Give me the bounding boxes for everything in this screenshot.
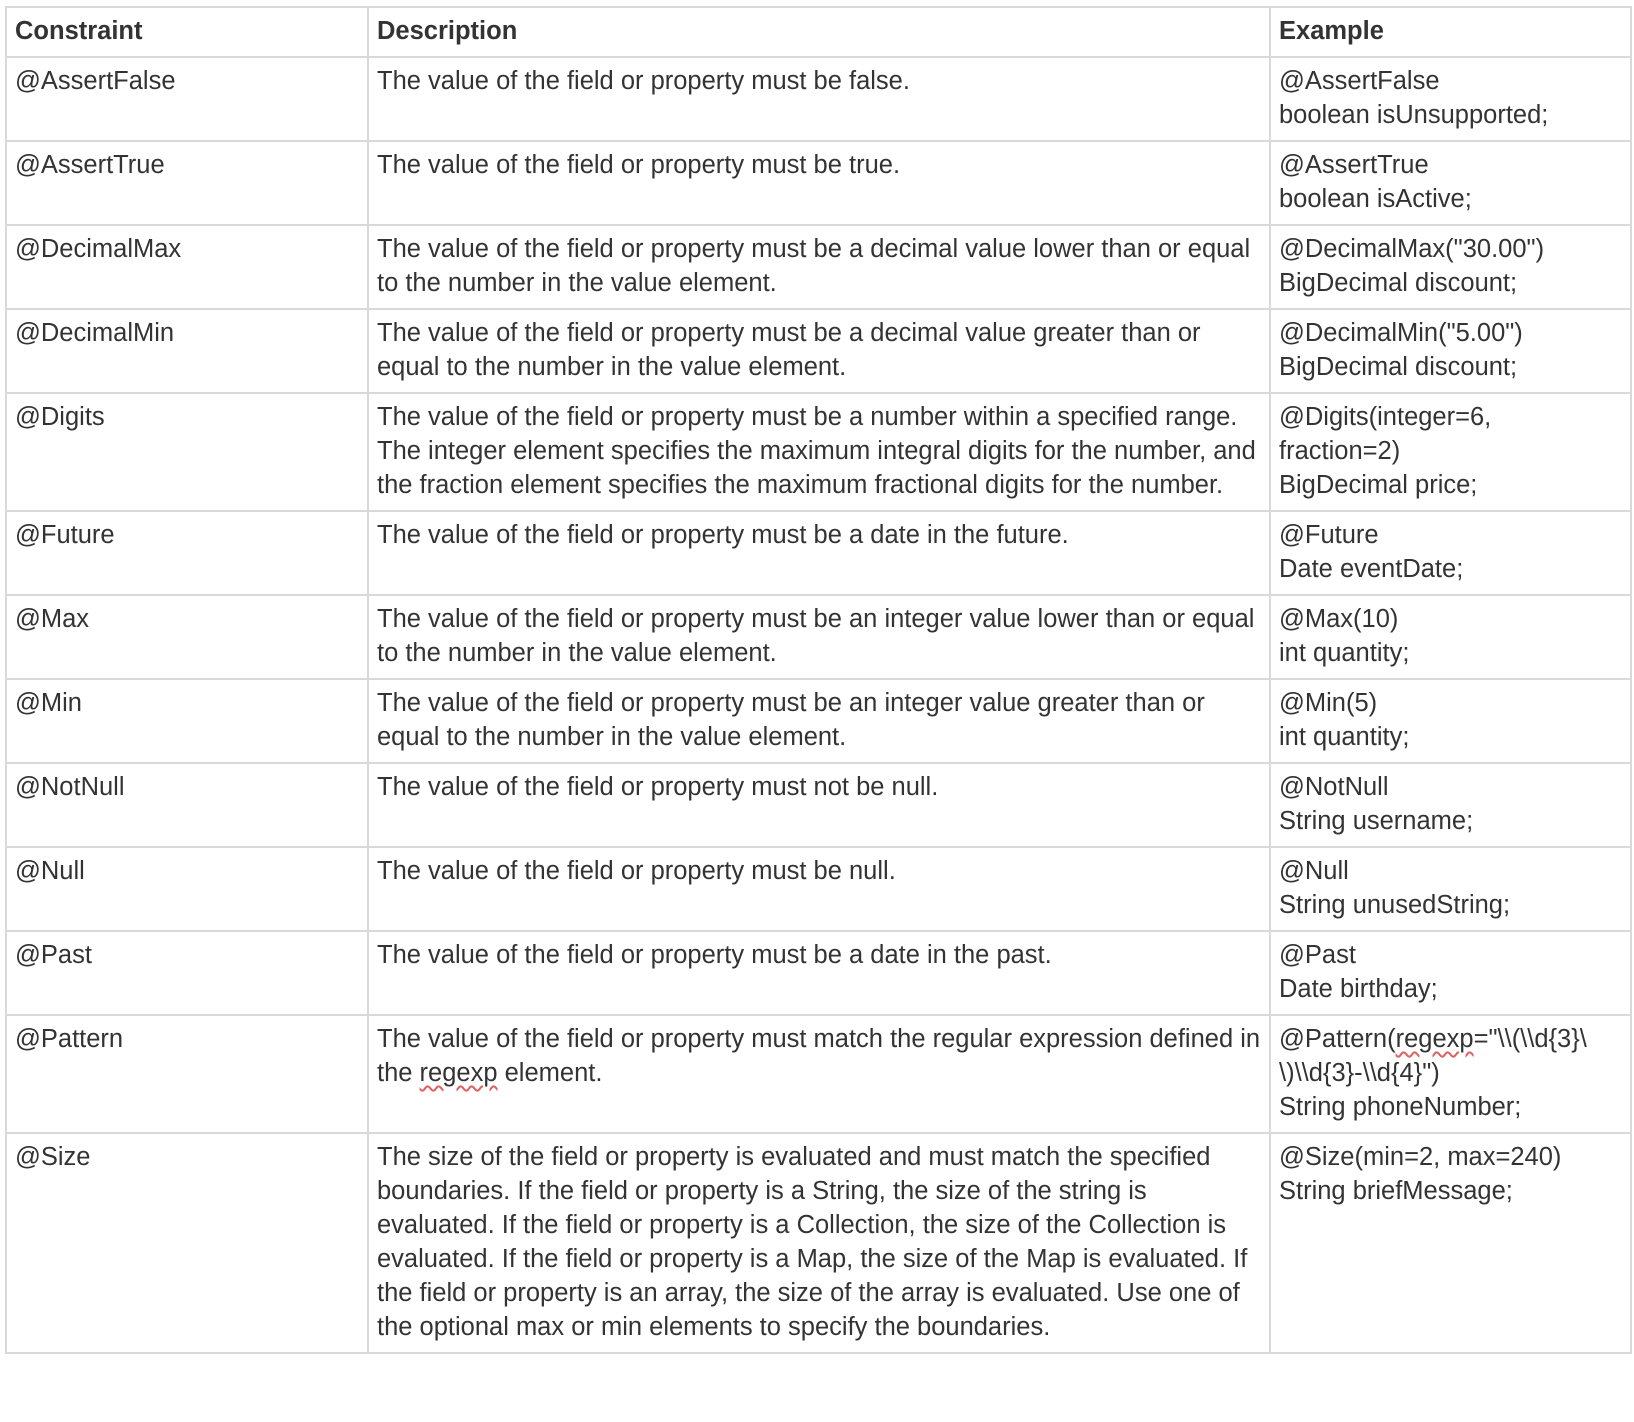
- example-line: fraction=2): [1279, 437, 1401, 465]
- description-cell: The value of the field or property must be true.: [368, 141, 1270, 225]
- example-line: String unusedString;: [1279, 891, 1511, 919]
- constraint-cell: @Null: [6, 847, 368, 931]
- example-cell: [1270, 931, 1631, 1015]
- table-row: [6, 57, 1631, 141]
- table-header-row: [6, 7, 1631, 57]
- constraint-cell: @NotNull: [6, 763, 368, 847]
- example-line: @NotNull: [1279, 773, 1389, 801]
- example-text: @Pattern(: [1279, 1025, 1396, 1053]
- constraint-cell: @AssertFalse: [6, 57, 368, 141]
- example-cell: [1270, 511, 1631, 595]
- table-row: [6, 309, 1631, 393]
- description-cell: The value of the field or property must be an integer value lower than or equal to the number in the value element.: [368, 595, 1270, 679]
- column-header-example: Example: [1270, 7, 1631, 57]
- table-row: [6, 1015, 1631, 1133]
- constraint-cell: @Digits: [6, 393, 368, 511]
- description-cell: The value of the field or property must not be null.: [368, 763, 1270, 847]
- constraint-cell: @Past: [6, 931, 368, 1015]
- example-line: @Past: [1279, 941, 1356, 969]
- table-row: [6, 1133, 1631, 1353]
- constraint-cell: @Future: [6, 511, 368, 595]
- constraint-cell: @Min: [6, 679, 368, 763]
- example-line: @Future: [1279, 521, 1379, 549]
- example-line: @Size(min=2, max=240): [1279, 1143, 1562, 1171]
- description-cell: [368, 1015, 1270, 1133]
- example-cell: [1270, 595, 1631, 679]
- description-cell: The value of the field or property must be a date in the past.: [368, 931, 1270, 1015]
- description-cell: The value of the field or property must be a date in the future.: [368, 511, 1270, 595]
- table-row: [6, 393, 1631, 511]
- example-cell: [1270, 763, 1631, 847]
- example-line: Date eventDate;: [1279, 555, 1464, 583]
- column-header-description: Description: [368, 7, 1270, 57]
- table-row: [6, 511, 1631, 595]
- example-line: @Null: [1279, 857, 1349, 885]
- constraint-cell: @Pattern: [6, 1015, 368, 1133]
- example-line: boolean isUnsupported;: [1279, 101, 1549, 129]
- description-cell: The size of the field or property is evaluated and must match the specified boundaries. If the field or property is a String, the size of the string is evaluated. If the field or property is a Collection, the size of the Collection is evaluated. If the field or property is a Map, the size of the Map is evaluated. If the field or property is an array, the size of the array is evaluated. Use one of the optional max or min elements to specify the boundaries.: [368, 1133, 1270, 1353]
- example-cell: [1270, 225, 1631, 309]
- example-line: int quantity;: [1279, 639, 1410, 667]
- description-cell: The value of the field or property must be false.: [368, 57, 1270, 141]
- spellcheck-flagged-word: regexp: [419, 1059, 498, 1087]
- example-line: @Max(10): [1279, 605, 1399, 633]
- example-line: String username;: [1279, 807, 1474, 835]
- example-cell: [1270, 679, 1631, 763]
- example-cell: [1270, 57, 1631, 141]
- table-row: [6, 847, 1631, 931]
- description-text: element.: [497, 1059, 603, 1087]
- constraint-cell: @Max: [6, 595, 368, 679]
- example-cell: [1270, 1015, 1631, 1133]
- example-cell: [1270, 309, 1631, 393]
- description-cell: The value of the field or property must be a number within a specified range. The integer element specifies the maximum integral digits for the number, and the fraction element specifies the maximum fractional digits for the number.: [368, 393, 1270, 511]
- example-line: int quantity;: [1279, 723, 1410, 751]
- example-cell: [1270, 393, 1631, 511]
- spellcheck-flagged-word: regexp: [1395, 1025, 1474, 1053]
- description-cell: The value of the field or property must be a decimal value lower than or equal to the number in the value element.: [368, 225, 1270, 309]
- description-cell: The value of the field or property must be a decimal value greater than or equal to the number in the value element.: [368, 309, 1270, 393]
- table-row: [6, 679, 1631, 763]
- example-line: @DecimalMin("5.00"): [1279, 319, 1523, 347]
- example-line: String briefMessage;: [1279, 1177, 1513, 1205]
- example-text: ="\\(\\d{3}\: [1473, 1025, 1587, 1053]
- constraint-cell: @AssertTrue: [6, 141, 368, 225]
- column-header-constraint: Constraint: [6, 7, 368, 57]
- example-cell: [1270, 847, 1631, 931]
- example-line: @AssertTrue: [1279, 151, 1429, 179]
- example-line: Date birthday;: [1279, 975, 1438, 1003]
- example-line: BigDecimal discount;: [1279, 353, 1518, 381]
- table-row: [6, 225, 1631, 309]
- constraint-cell: @DecimalMin: [6, 309, 368, 393]
- constraint-cell: @Size: [6, 1133, 368, 1353]
- constraints-table: [5, 6, 1632, 1354]
- example-line: BigDecimal discount;: [1279, 269, 1518, 297]
- example-line: String phoneNumber;: [1279, 1093, 1522, 1121]
- description-cell: The value of the field or property must be an integer value greater than or equal to the number in the value element.: [368, 679, 1270, 763]
- example-line: \)\\d{3}-\\d{4}"): [1279, 1059, 1440, 1087]
- example-line: [1279, 1022, 1622, 1056]
- example-cell: [1270, 1133, 1631, 1353]
- description-text: The value of the field or property must match the regular expression defined in the: [377, 1025, 1261, 1087]
- table-row: [6, 763, 1631, 847]
- description-cell: The value of the field or property must be null.: [368, 847, 1270, 931]
- example-line: BigDecimal price;: [1279, 471, 1478, 499]
- constraint-cell: @DecimalMax: [6, 225, 368, 309]
- table-row: [6, 931, 1631, 1015]
- example-line: @DecimalMax("30.00"): [1279, 235, 1545, 263]
- example-line: @Digits(integer=6,: [1279, 403, 1492, 431]
- example-cell: [1270, 141, 1631, 225]
- table-row: [6, 141, 1631, 225]
- example-line: @AssertFalse: [1279, 67, 1440, 95]
- example-line: boolean isActive;: [1279, 185, 1472, 213]
- example-line: @Min(5): [1279, 689, 1378, 717]
- table-row: [6, 595, 1631, 679]
